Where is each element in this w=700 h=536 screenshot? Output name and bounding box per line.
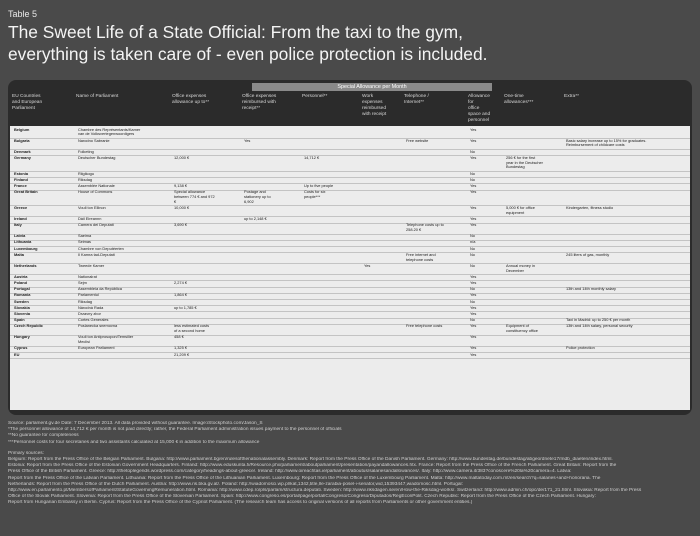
table-cell: Saeima <box>78 234 92 239</box>
country-cell: Estonia <box>14 171 29 176</box>
table-cell: Parlamentul <box>78 293 99 298</box>
table-cell: No <box>470 252 475 257</box>
table-cell: Yes <box>470 127 477 132</box>
table-cell: Poslanecka snemovna <box>78 324 118 329</box>
table-cell: 256 € for the first year in the Deutscher Bundestag <box>506 155 543 170</box>
footnote-line: Estonia: Report from the Press Office of the Estonian Government Headquarters. Finland: http://www.eduskunta.fi/Resource.phx/parliament/aboutparliament/presentation/payandallowances.htx. France: Report from the Press Office of the French Parliament. Great Britain: Report from the <box>8 463 617 469</box>
table-cell: Cortes Generales <box>78 318 109 323</box>
country-cell: Slovenia <box>14 311 31 316</box>
table-cell: 458 € <box>174 335 184 340</box>
country-cell: Poland <box>14 280 27 285</box>
table-cell: Yes <box>470 280 477 285</box>
table-cell: Yes <box>364 263 371 268</box>
country-cell: Ireland <box>14 216 27 221</box>
table-cell: Kindergarten, fitness studio <box>566 205 614 210</box>
table-cell: Folketing <box>78 149 94 154</box>
table-cell: Police protection <box>566 346 595 351</box>
table-body <box>10 126 690 410</box>
table-cell: Yes <box>470 346 477 351</box>
table-row <box>10 190 690 207</box>
table-cell: Drzavny zbor <box>78 311 101 316</box>
country-cell: Lithuania <box>14 240 32 245</box>
table-cell: No <box>470 149 475 154</box>
allowance-table <box>8 80 692 415</box>
table-cell: 9,138 € <box>174 183 187 188</box>
table-header <box>8 92 692 126</box>
table-cell: 1,325 € <box>174 346 187 351</box>
table-cell: 14,712 € <box>304 155 320 160</box>
table-cell: No <box>470 299 475 304</box>
table-cell: Costs for six people*** <box>304 190 326 199</box>
table-cell: No <box>470 263 475 268</box>
table-cell: No <box>470 171 475 176</box>
table-cell: Seimas <box>78 240 91 245</box>
table-label: Table 5 <box>8 9 38 19</box>
table-cell: Chambre von Deputéerten <box>78 246 124 251</box>
table-cell: 13th and 14th monthly salary <box>566 287 616 292</box>
column-header: Personnel** <box>302 94 328 99</box>
footnote-line: Report from the Press Office of the Latvian Parliament. Lithuania: Report from the Press Office of the Lithuanian Parliament. Luxembourg: Report from the Press Office of the Luxembourg Parliament. Malta: http://www.maltatoday.com.mt/en/search?q=salaries+and+honoraria. The <box>8 475 601 481</box>
table-cell: 13th and 14th salary, personal security <box>566 324 633 329</box>
footnote-line: Primary sources: <box>8 450 44 456</box>
column-header: Name of Parliament <box>76 94 119 99</box>
table-cell: 10,000 € <box>174 205 190 210</box>
footnote-line: Office of the Slovak Parliament. Slovenia: Report from the Press Office of the Slovenian Parliament. Spain: http://www.congreso.es/portal/page/portal/Congreso/Congreso/Diputados/RegEconPolit. Czech Republic: Report from the Press Office of the Czech Parliament. Hungary: <box>8 494 596 500</box>
country-cell: Denmark <box>14 149 31 154</box>
country-cell: Austria <box>14 274 28 279</box>
table-cell: Special allowance between 774 € and 972 € <box>174 190 215 204</box>
table-cell: Yes <box>470 138 477 143</box>
table-cell: Yes <box>470 223 477 228</box>
table-cell: Yes <box>470 155 477 160</box>
table-cell: No <box>470 318 475 323</box>
table-cell: Assemblée Nationale <box>78 183 115 188</box>
table-cell: Free website <box>406 138 429 143</box>
title-line-2: everything is taken care of - even police protection is included. <box>8 44 488 64</box>
footnote-line: ***Personnel costs for four secretaries and two assistants calculated at 15,000 € in addition to the maximum allowance <box>8 439 260 445</box>
column-header: Allowance for office space and personnel <box>468 94 491 123</box>
column-header: Office expenses allowance up to** <box>172 94 210 105</box>
table-cell: Yes <box>470 311 477 316</box>
table-cell: Taxi in Madrid: up to 250 € per month <box>566 318 631 323</box>
table-cell: Tweede Kamer <box>78 263 105 268</box>
footnote-line: Source: parlament.gv.de Date: 7 December 2013. All data provided without guarantee. Image:iStockphoto.com/Jason_S <box>8 421 263 426</box>
country-cell: Netherlands <box>14 263 37 268</box>
column-header: Office expenses reimbursed with receipt** <box>242 94 277 111</box>
country-cell: Hungary <box>14 335 30 340</box>
table-cell: n/a <box>470 240 476 245</box>
table-cell: Riksdag <box>78 177 93 182</box>
page-title <box>8 21 692 65</box>
table-cell: Dáil Eireannn <box>78 216 102 221</box>
country-cell: Cyprus <box>14 346 28 351</box>
table-cell: European Parliament <box>78 346 115 351</box>
table-row <box>10 352 690 359</box>
table-cell: Free internet and telephone costs <box>406 252 436 262</box>
country-cell: Sweden <box>14 299 29 304</box>
table-cell: Yes <box>470 183 477 188</box>
table-cell: Yes <box>470 190 477 195</box>
table-cell: Yes <box>470 205 477 210</box>
special-allowance-band: Special Allowance per Month <box>252 83 492 91</box>
table-cell: up to 2,148 € <box>244 216 267 221</box>
table-cell: Narodno Sabranie <box>78 138 110 143</box>
country-cell: Luxembourg <box>14 246 38 251</box>
table-cell: Riksdag <box>78 299 93 304</box>
footnote-line: Belgium: Report from the Press Office of the Belgian Parliament. Bulgaria: http://www.parliament.bg/en/rulesofthenationalassembly. Denmark: Report from the Press Office of the Danish Parliament. Germany: http://www.bundestag.de/bundestag/abgeordnete17/mdb_diaeten/index.html. <box>8 457 613 463</box>
column-header: One-time allowances*** <box>504 94 534 105</box>
footnote-line: **No guarantee for completeness <box>8 433 79 439</box>
country-cell: EU <box>14 352 20 357</box>
footnote-line: Netherlands: Report from the Press Office of the Dutch Parliament. Austria: http://www.ris.bka.gv.at/. Poland: http://wiadomosci.wp.pl/kat,1342,title,Ile-zarabia-posel-i-senator,wid,15393447,wiadomosc.html. Portugal: <box>8 481 463 487</box>
footnotes <box>8 421 692 507</box>
table-cell: Yes <box>470 335 477 340</box>
table-cell: Yes <box>470 352 477 357</box>
table-cell: Vouli ton Antiprosopon/Temsilier Meclisi <box>78 335 134 345</box>
country-cell: Malta <box>14 252 24 257</box>
table-cell: 21,209 € <box>174 352 190 357</box>
table-cell: 3,690 € <box>174 223 187 228</box>
column-header: Extra** <box>564 94 579 99</box>
table-cell: 5,000 € for office equipment <box>506 205 535 215</box>
table-cell: Chambre des Représentants/Kamer van de Volksvertegenwoordigers <box>78 127 141 137</box>
table-cell: Deutscher Bundestag <box>78 155 116 160</box>
footnote-line: Report from Hungarian Embassy in Berlin. Cyprus: Report from the Press Office of the Cypriot Parliament. (The research team has access to original versions of all reports from Parliaments or other government entities.) <box>8 500 473 506</box>
table-cell: Národná Rada <box>78 305 104 310</box>
table-cell: Yes <box>244 138 251 143</box>
table-cell: Yes <box>470 305 477 310</box>
table-cell: Assembleia da República <box>78 287 122 292</box>
footnote-line: http://www.en.parlamento.pt/MembersofParliament/StatuteGoverningRemuneration.html. Romania: http://www.cdep.ro/pls/parlam/structura.deputati. Sweden: http://www.riksdagen.se/en/How-the-Riksdag-works/. Switzerland: http://www.admin.ch/opc/de/171_21.html. Slovakia: Report from the Press <box>8 488 642 494</box>
table-cell: House of Commons <box>78 190 113 195</box>
table-cell: No <box>470 287 475 292</box>
table-cell: No <box>470 177 475 182</box>
title-line-1: The Sweet Life of a State Official: From the taxi to the gym, <box>8 22 463 42</box>
country-cell: Romania <box>14 293 31 298</box>
table-cell: 12,000 € <box>174 155 190 160</box>
country-cell: Portugal <box>14 287 30 292</box>
table-cell: Yes <box>470 324 477 329</box>
country-cell: Bulgaria <box>14 138 30 143</box>
country-cell: Finland <box>14 177 28 182</box>
table-cell: 1,864 € <box>174 293 187 298</box>
table-cell: Sejm <box>78 280 87 285</box>
table-cell: up to 1,785 € <box>174 305 197 310</box>
footnote-line: *The personnel allowance of 14,712 € per month is not paid directly; rather, the Federal Parliament administration issues payment to the personnel of officials <box>8 427 342 433</box>
table-cell: Riigikogu <box>78 171 95 176</box>
country-cell: Italy <box>14 223 22 228</box>
table-cell: Camera dei Deputati <box>78 223 114 228</box>
table-row <box>10 155 690 172</box>
country-cell: Czech Republic <box>14 324 43 329</box>
table-cell: Free telephone costs <box>406 324 443 329</box>
country-cell: Slovakia <box>14 305 30 310</box>
table-cell: Vouli ton Ellinon <box>78 205 106 210</box>
table-cell: Up to five people <box>304 183 334 188</box>
column-header: EU Countries and European Parliament <box>12 94 43 111</box>
table-cell: No <box>470 246 475 251</box>
table-cell: Basic salary increase up to 15% for graduates. Reimbursement of childcare costs <box>566 138 647 148</box>
table-cell: Annual money in December <box>506 263 535 273</box>
table-cell: Nationalrat <box>78 274 97 279</box>
table-cell: 245 liters of gas, monthly <box>566 252 610 257</box>
table-cell: Il Kamra tad-Deputati <box>78 252 115 257</box>
country-cell: Germany <box>14 155 31 160</box>
table-cell: less estimated costs of a second home <box>174 324 210 334</box>
country-cell: Latvia <box>14 234 26 239</box>
table-cell: No <box>470 234 475 239</box>
country-cell: Spain <box>14 318 25 323</box>
table-cell: Postage and stationery up to 6,902 <box>244 190 271 204</box>
footnote-line: Press Office of the British Parliament. Greece: http://thetoplegends.wordpress.com/category/headings-about-greece/. Ireland: http://www.oireachtas.ie/parliament/aboutus/salariesandallowances/. Italy: http://www.camera.it/383?conoscere%20la%20camera=4. Latvia: <box>8 469 572 475</box>
country-cell: France <box>14 183 27 188</box>
table-cell: Yes <box>470 274 477 279</box>
column-header: Telephone / Internet** <box>404 94 429 105</box>
country-cell: Belgium <box>14 127 30 132</box>
table-cell: Yes <box>470 216 477 221</box>
column-header: Work expenses reimbursed with receipt <box>362 94 387 117</box>
table-cell: Telephone costs up to 258.20 € <box>406 223 444 232</box>
country-cell: Greece <box>14 205 28 210</box>
table-cell: Equipment of constituency office <box>506 324 538 334</box>
country-cell: Great Britain <box>14 190 38 195</box>
table-cell: Yes <box>470 293 477 298</box>
table-cell: 2,274 € <box>174 280 187 285</box>
